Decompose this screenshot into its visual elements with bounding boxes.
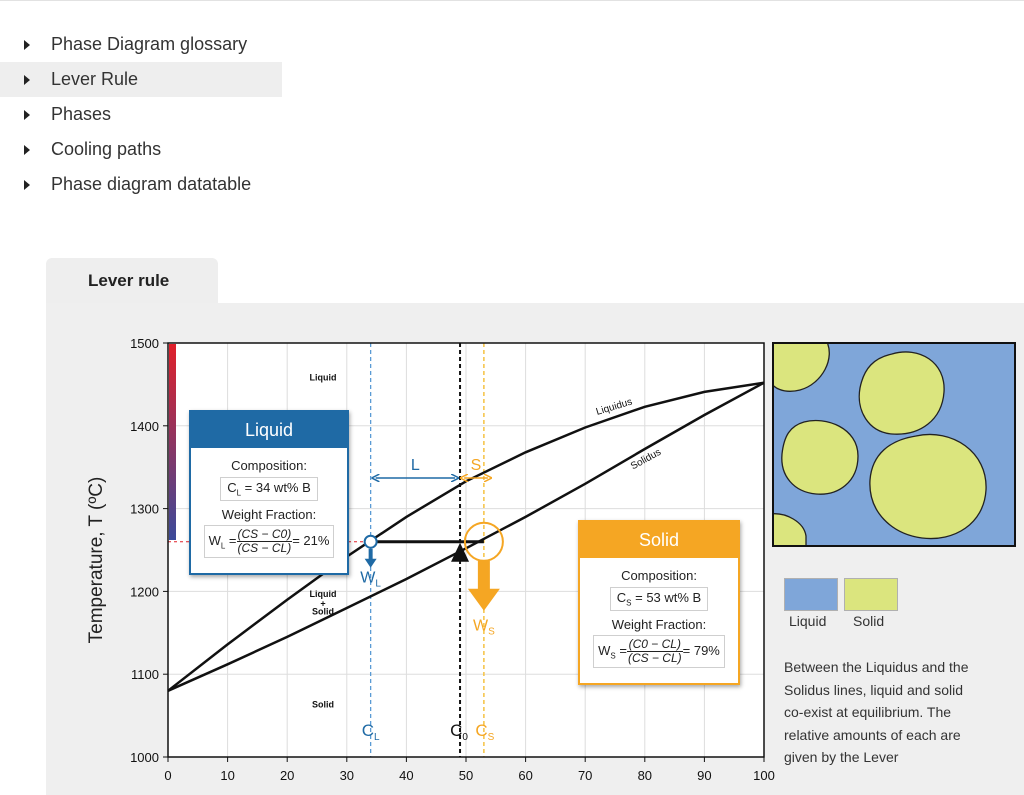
solid-box-title: Solid [580, 522, 738, 558]
y-tick-label: 1500 [130, 336, 159, 351]
solid-grain [782, 420, 858, 494]
solid-weight-label: Weight Fraction: [611, 616, 707, 632]
liquid-weight-label: Weight Fraction: [221, 506, 317, 522]
x-tick-label: 10 [220, 768, 235, 783]
l-arm-label: L [410, 456, 420, 474]
lever-rule-description: Between the Liquidus and the Solidus lines, liquid and solid co-exist at equilibrium. The relative amounts of each are given by the Lever [784, 659, 969, 765]
solid-composition-label: Composition: [621, 568, 697, 583]
nav-item-label: Cooling paths [51, 139, 162, 159]
liquid-composition-value: $C_L = 34$ wt% B [220, 477, 318, 501]
liquid-box-title: Liquid [191, 412, 347, 448]
liquidus-label: Liquidus [594, 396, 634, 418]
y-tick-label: 1400 [130, 418, 159, 434]
y-tick-label: 1100 [131, 667, 159, 683]
microstructure-view [772, 342, 1016, 547]
region-label: Solid [311, 699, 334, 710]
region-label: + [320, 598, 326, 609]
x-tick-label: 20 [279, 768, 295, 783]
solid-composition-value: $C_S = 53$ wt% B [610, 587, 708, 611]
solidus-label: Solidus [629, 446, 664, 473]
region-label: Liquid [309, 372, 337, 383]
solid-grain [859, 352, 944, 434]
y-tick-label: 1000 [130, 750, 159, 765]
cs-axis-label: $C_S$ [475, 721, 495, 743]
solid-grain [774, 514, 806, 545]
x-tick-label: 90 [697, 768, 712, 783]
solid-weight-formula: $W_S$ = $\frac{(C0 - CL)}{(CS - CL)}$ = 79% [593, 635, 725, 668]
legend-solid-label: Solid [853, 613, 885, 629]
liquid-info-box [189, 410, 349, 575]
nav-item-label: Phases [51, 104, 112, 124]
nav-item-label: Lever Rule [51, 69, 139, 89]
x-tick-label: 100 [753, 768, 775, 783]
x-tick-label: 70 [577, 768, 593, 783]
x-tick-label: 50 [458, 768, 474, 783]
temperature-indicator-bar [169, 344, 176, 540]
y-tick-label: 1300 [130, 501, 159, 517]
legend-liquid-label: Liquid [789, 613, 827, 629]
solid-grain [870, 434, 986, 538]
region-label: Liquid [309, 589, 337, 600]
solid-grain [774, 344, 829, 391]
x-tick-label: 30 [339, 768, 355, 783]
legend-solid-swatch [844, 578, 898, 611]
tab-label: Lever rule [88, 271, 170, 290]
liquid-composition-label: Composition: [231, 458, 307, 473]
y-axis-label: Temperature, T (ºC) [86, 476, 107, 644]
liquid-end-marker [365, 536, 377, 548]
x-tick-label: 80 [637, 768, 653, 783]
s-arm-label: S [470, 456, 482, 474]
x-tick-label: 0 [164, 768, 172, 783]
legend-liquid-swatch [784, 578, 838, 611]
nav-item-label: Phase diagram datatable [51, 174, 252, 194]
ws-label: $W_S$ [472, 617, 495, 638]
y-tick-label: 1200 [130, 584, 159, 600]
liquid-weight-formula: $W_L$ = $\frac{(CS - C0)}{(CS - CL)}$ = 21% [204, 525, 335, 558]
region-label: Solid [311, 606, 334, 617]
microstructure-grains [774, 344, 1014, 545]
wl-label: $W_L$ [360, 569, 381, 590]
x-tick-label: 60 [518, 768, 533, 783]
c0-axis-label: $C_0$ [450, 721, 468, 743]
nav-item-label: Phase Diagram glossary [51, 34, 248, 54]
x-tick-label: 40 [399, 768, 414, 783]
solid-info-box [578, 520, 740, 685]
cl-axis-label: $C_L$ [361, 721, 380, 743]
